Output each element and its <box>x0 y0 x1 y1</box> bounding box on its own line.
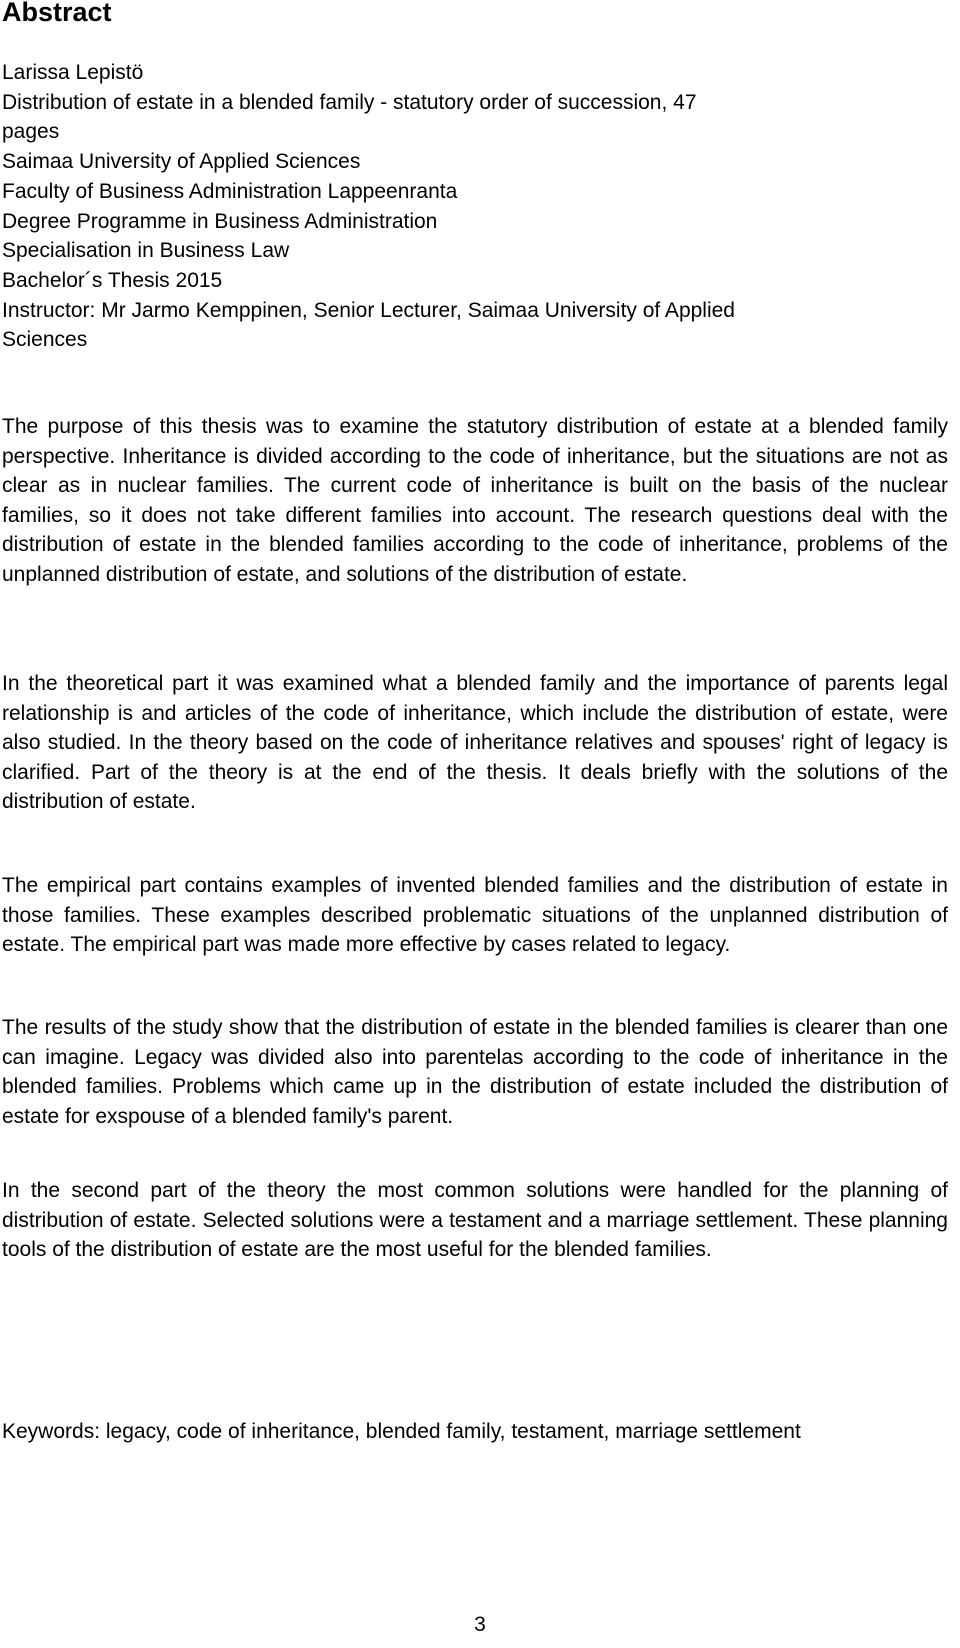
thesis-title-line-1: Distribution of estate in a blended family - statutory order of succession, 47 <box>2 90 697 114</box>
thesis-type-year: Bachelor´s Thesis 2015 <box>2 268 223 292</box>
abstract-paragraph-results: The results of the study show that the distribution of estate in the blended families is clearer than one can imagine. Legacy was divided also into parentelas according to the code of inheritance in the blended families. Problems which came up in the distribution of estate included the distribution of estate for exspouse of a blended family's parent. <box>2 1016 948 1128</box>
instructor-line-2: Sciences <box>2 328 88 352</box>
abstract-paragraph-empirical: The empirical part contains examples of invented blended families and the distribution of estate in those families. These examples described problematic situations of the unplanned distribution of estate. The empirical part was made more effective by cases related to legacy. <box>2 874 948 957</box>
abstract-paragraph-purpose: The purpose of this thesis was to examine the statutory distribution of estate at a blended family perspective. Inheritance is divided according to the code of inheritance, but the situations are not as clear as in nuclear families. The current code of inheritance is built on the basis of the nuclear families, so it does not take different families into account. The research questions deal with the distribution of estate in the blended families according to the code of inheritance, problems of the unplanned distribution of estate, and solutions of the distribution of estate. <box>2 415 948 586</box>
abstract-heading: Abstract <box>2 0 112 27</box>
abstract-paragraph-solutions: In the second part of the theory the most common solutions were handled for the planning of distribution of estate. Selected solutions were a testament and a marriage settlement. These planning tools of the distribution of estate are the most useful for the blended families. <box>2 1179 948 1262</box>
thesis-title-line-2: pages <box>2 120 60 144</box>
thesis-metadata <box>2 58 948 355</box>
author-name: Larissa Lepistö <box>2 61 144 84</box>
instructor-line-1: Instructor: Mr Jarmo Kemppinen, Senior Lecturer, Saimaa University of Applied <box>2 298 735 322</box>
university-name: Saimaa University of Applied Sciences <box>2 150 361 174</box>
keywords: Keywords: legacy, code of inheritance, blended family, testament, marriage settlement <box>2 1420 801 1443</box>
degree-programme: Degree Programme in Business Administration <box>2 209 438 233</box>
faculty-name: Faculty of Business Administration Lappeenranta <box>2 179 458 203</box>
abstract-paragraph-theory: In the theoretical part it was examined what a blended family and the importance of parents legal relationship is and articles of the code of inheritance, which include the distribution of estate, were also studied. In the theory based on the code of inheritance relatives and spouses' right of legacy is clarified. Part of the theory is at the end of the thesis. It deals briefly with the solutions of the distribution of estate. <box>2 672 948 814</box>
page-number: 3 <box>474 1613 486 1636</box>
specialisation: Specialisation in Business Law <box>2 239 290 263</box>
